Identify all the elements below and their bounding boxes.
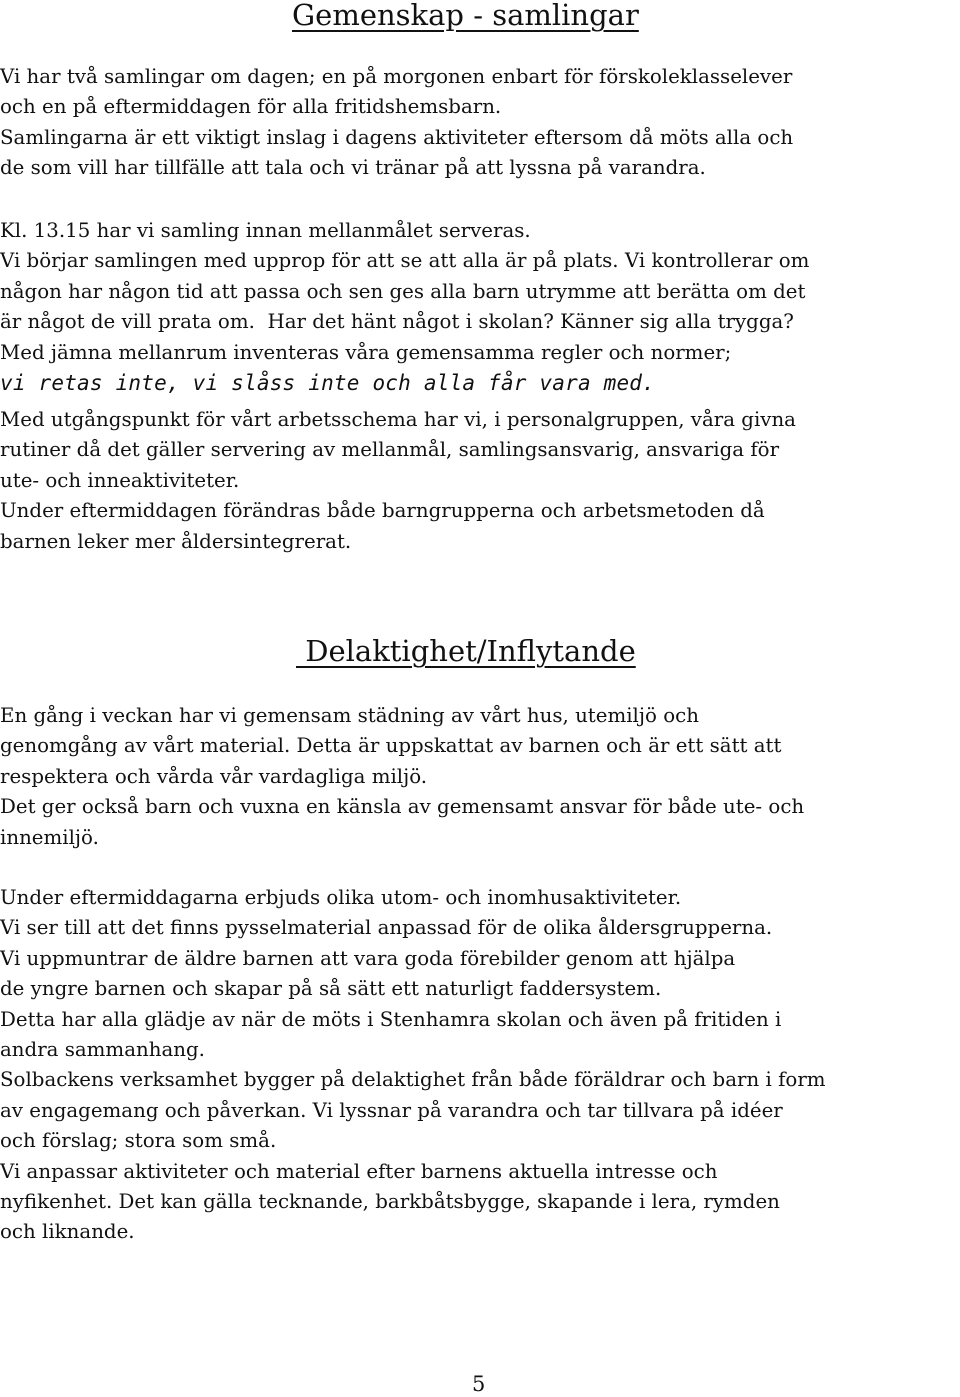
section-heading-delaktighet: Delaktighet/Inflytande [296, 634, 636, 668]
section-heading-gemenskap: Gemenskap - samlingar [292, 0, 639, 32]
routines-paragraph: Med utgångspunkt för vårt arbetsschema har vi, i personalgruppen, våra givna rutiner då det gäller servering av mellanmål, samlingsansvarig, ansvariga för ute- och inneaktiviteter. Under eftermiddagen förändras både barngrupperna och arbetsmetoden då barnen leker mer åldersintegrerat. [0, 408, 796, 553]
intro-paragraph: Vi har två samlingar om dagen; en på morgonen enbart för förskoleklasselever och en på eftermiddagen för alla fritidshemsbarn. Samlingarna är ett viktigt inslag i dagens aktiviteter eftersom då möts alla och de som vill har tillfälle att tala och vi tränar på att lyssna på varandra. [0, 65, 794, 180]
page-number: 5 [472, 1372, 486, 1396]
rules-line: vi retas inte, vi slåss inte och alla får vara med. [0, 371, 655, 395]
cleaning-paragraph: En gång i veckan har vi gemensam städning av vårt hus, utemiljö och genomgång av vårt material. Detta är uppskattat av barnen och är ett sätt att respektera och vårda vår vardagliga miljö. Det ger också barn och vuxna en känsla av gemensamt ansvar för både ute- och innemiljö. [0, 704, 805, 849]
samling-paragraph: Kl. 13.15 har vi samling innan mellanmålet serveras. Vi börjar samlingen med upprop för att se att alla är på plats. Vi kontrollerar om någon har någon tid att passa och sen ges alla barn utrymme att berätta om det är något de vill prata om. Har det hänt något i skolan? Känner sig alla trygga? Med jämna mellanrum inventeras våra gemensamma regler och normer; [0, 219, 810, 364]
activities-paragraph: Under eftermiddagarna erbjuds olika utom- och inomhusaktiviteter. Vi ser till att det finns pysselmaterial anpassad för de olika åldersgrupperna. Vi uppmuntrar de äldre barnen att vara goda förebilder genom att hjälpa de yngre barnen och skapar på så sätt ett naturligt faddersystem. Detta har alla glädje av när de möts i Stenhamra skolan och även på fritiden i andra sammanhang. Solbackens verksamhet bygger på delaktighet från både föräldrar och barn i form av engagemang och påverkan. Vi lyssnar på varandra och tar tillvara på idéer och förslag; stora som små. Vi anpassar aktiviteter och material efter barnens aktuella intresse och nyfikenhet. Det kan gälla tecknande, barkbåtsbygge, skapande i lera, rymden och liknande. [0, 886, 826, 1244]
